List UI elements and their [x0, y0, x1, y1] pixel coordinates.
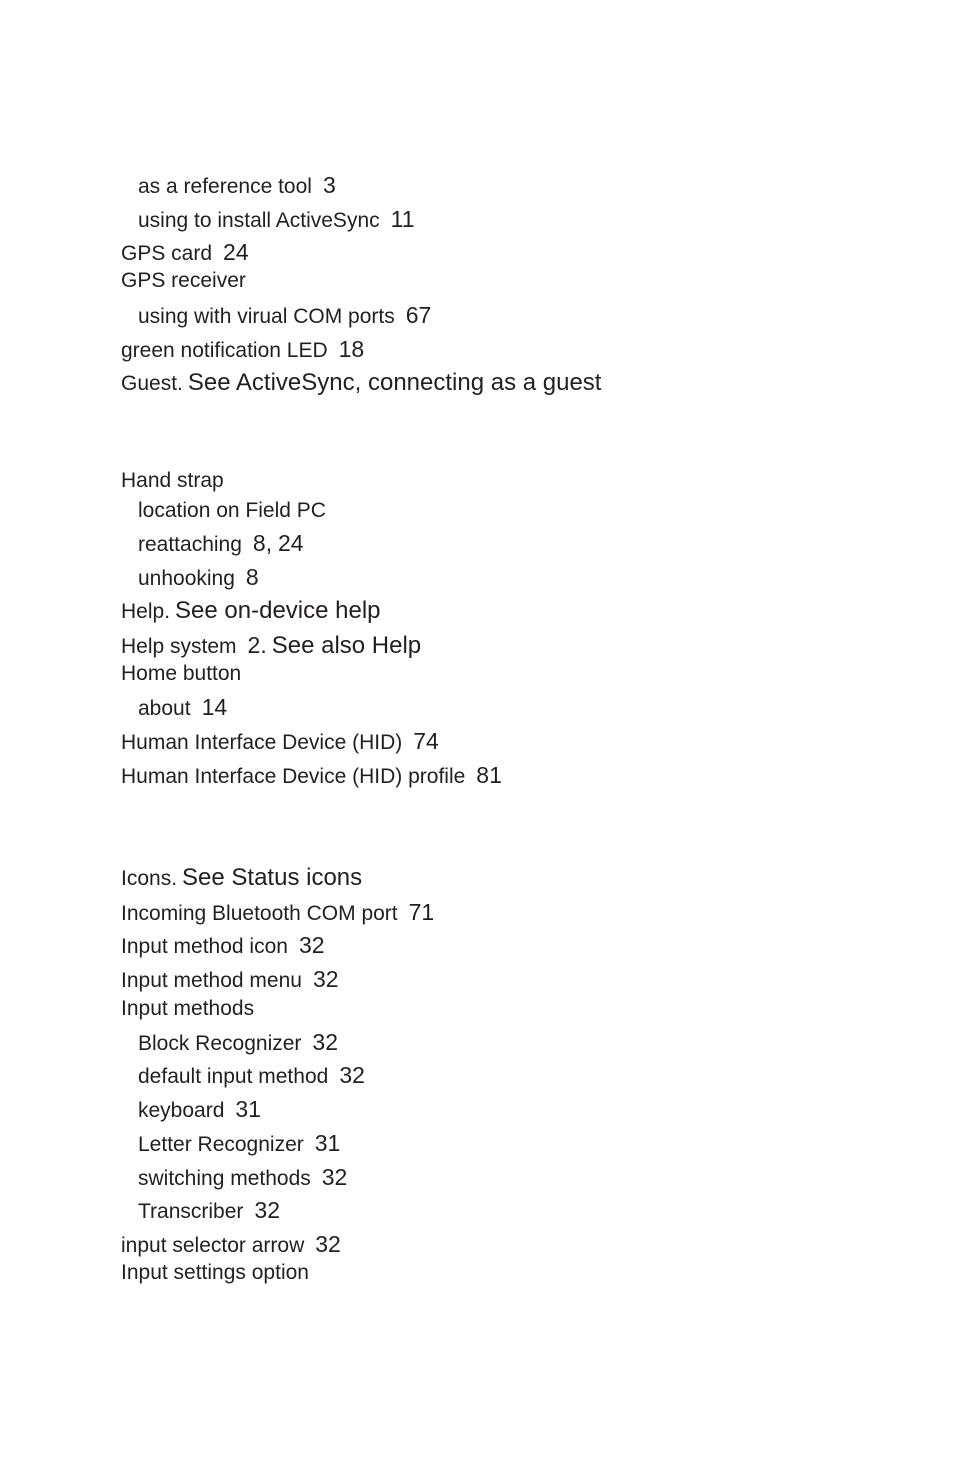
index-term: Transcriber [138, 1200, 244, 1223]
index-entry [138, 529, 304, 557]
index-term: using with virual COM ports [138, 305, 395, 328]
index-term: unhooking [138, 567, 235, 590]
index-term: Incoming Bluetooth COM port [121, 902, 398, 925]
page-number: 32 [315, 1231, 341, 1257]
index-entry [121, 238, 249, 266]
index-entry [138, 1196, 280, 1224]
index-term: keyboard [138, 1099, 225, 1122]
index-entry [121, 898, 434, 926]
index-term: switching methods [138, 1167, 311, 1190]
index-term: Input method menu [121, 969, 302, 992]
page-separator: , [265, 530, 273, 556]
index-entry [121, 727, 439, 755]
index-term: Input method icon [121, 935, 288, 958]
see-reference: See also Help [271, 632, 422, 659]
index-term: GPS card [121, 242, 213, 265]
index-term: Help. [121, 600, 171, 623]
index-entry [121, 267, 246, 295]
index-entry [138, 301, 431, 329]
page-number: 31 [235, 1096, 261, 1122]
index-term: Input methods [121, 997, 255, 1020]
see-reference: See on-device help [175, 597, 381, 624]
index-entry [138, 171, 336, 199]
page-number: 24 [277, 530, 304, 556]
index-term: Letter Recognizer [138, 1133, 304, 1156]
page-number: 24 [223, 239, 249, 265]
page-number: 14 [201, 694, 228, 720]
index-term: Human Interface Device (HID) profile [121, 765, 466, 788]
page-number: 31 [314, 1130, 341, 1156]
index-term: GPS receiver [121, 269, 246, 292]
see-reference: See Status icons [182, 864, 363, 891]
index-term: default input method [138, 1065, 329, 1088]
index-entry [121, 369, 601, 397]
page-number: 32 [312, 966, 339, 992]
index-term: Input settings option [121, 1261, 309, 1284]
index-entry [138, 1061, 365, 1089]
index-entry [121, 1259, 309, 1287]
page-number: 2. [247, 632, 267, 658]
index-entry [138, 1095, 261, 1123]
index-term: Help system [121, 635, 237, 658]
page-number: 32 [254, 1197, 281, 1223]
index-term: Guest. [121, 372, 183, 395]
index-entry [138, 1028, 338, 1056]
page-number: 11 [390, 206, 415, 232]
index-entry [138, 563, 259, 591]
page-number: 32 [339, 1062, 365, 1088]
page-number: 8 [252, 530, 266, 556]
index-term: input selector arrow [121, 1234, 305, 1257]
index-entry [121, 631, 421, 659]
index-term: using to install ActiveSync [138, 209, 380, 232]
index-entry [121, 995, 254, 1023]
index-entry [121, 597, 381, 625]
page-number: 32 [312, 1029, 338, 1055]
index-entry [138, 497, 326, 525]
page-number: 71 [408, 899, 435, 925]
index-entry [138, 693, 227, 721]
index-term: as a reference tool [138, 175, 312, 198]
index-term: Human Interface Device (HID) [121, 731, 403, 754]
index-entry [121, 931, 325, 959]
page-number: 81 [476, 762, 502, 788]
index-term: Home button [121, 662, 242, 685]
page-number: 8 [245, 564, 259, 590]
index-entry [138, 1129, 340, 1157]
index-entry [138, 1163, 347, 1191]
index-term: reattaching [138, 533, 242, 556]
page-number: 32 [321, 1164, 348, 1190]
see-reference: See ActiveSync, connecting as a guest [187, 369, 602, 396]
index-term: Block Recognizer [138, 1032, 302, 1055]
page-number: 67 [405, 302, 432, 328]
index-entry [121, 761, 502, 789]
index-term: Hand strap [121, 469, 224, 492]
index-entry [121, 335, 364, 363]
page-number: 74 [413, 728, 439, 754]
index-entry [121, 965, 339, 993]
index-entry [121, 1230, 341, 1258]
page-number: 32 [298, 932, 325, 958]
index-term: about [138, 697, 191, 720]
index-term: Icons. [121, 867, 178, 890]
index-entry [121, 467, 224, 495]
index-term: green notification LED [121, 339, 328, 362]
index-entry [121, 864, 362, 892]
page-number: 3 [322, 172, 336, 198]
index-entry [121, 660, 241, 688]
page-number: 18 [338, 336, 365, 362]
index-term: location on Field PC [138, 499, 326, 522]
index-entry [138, 205, 415, 233]
